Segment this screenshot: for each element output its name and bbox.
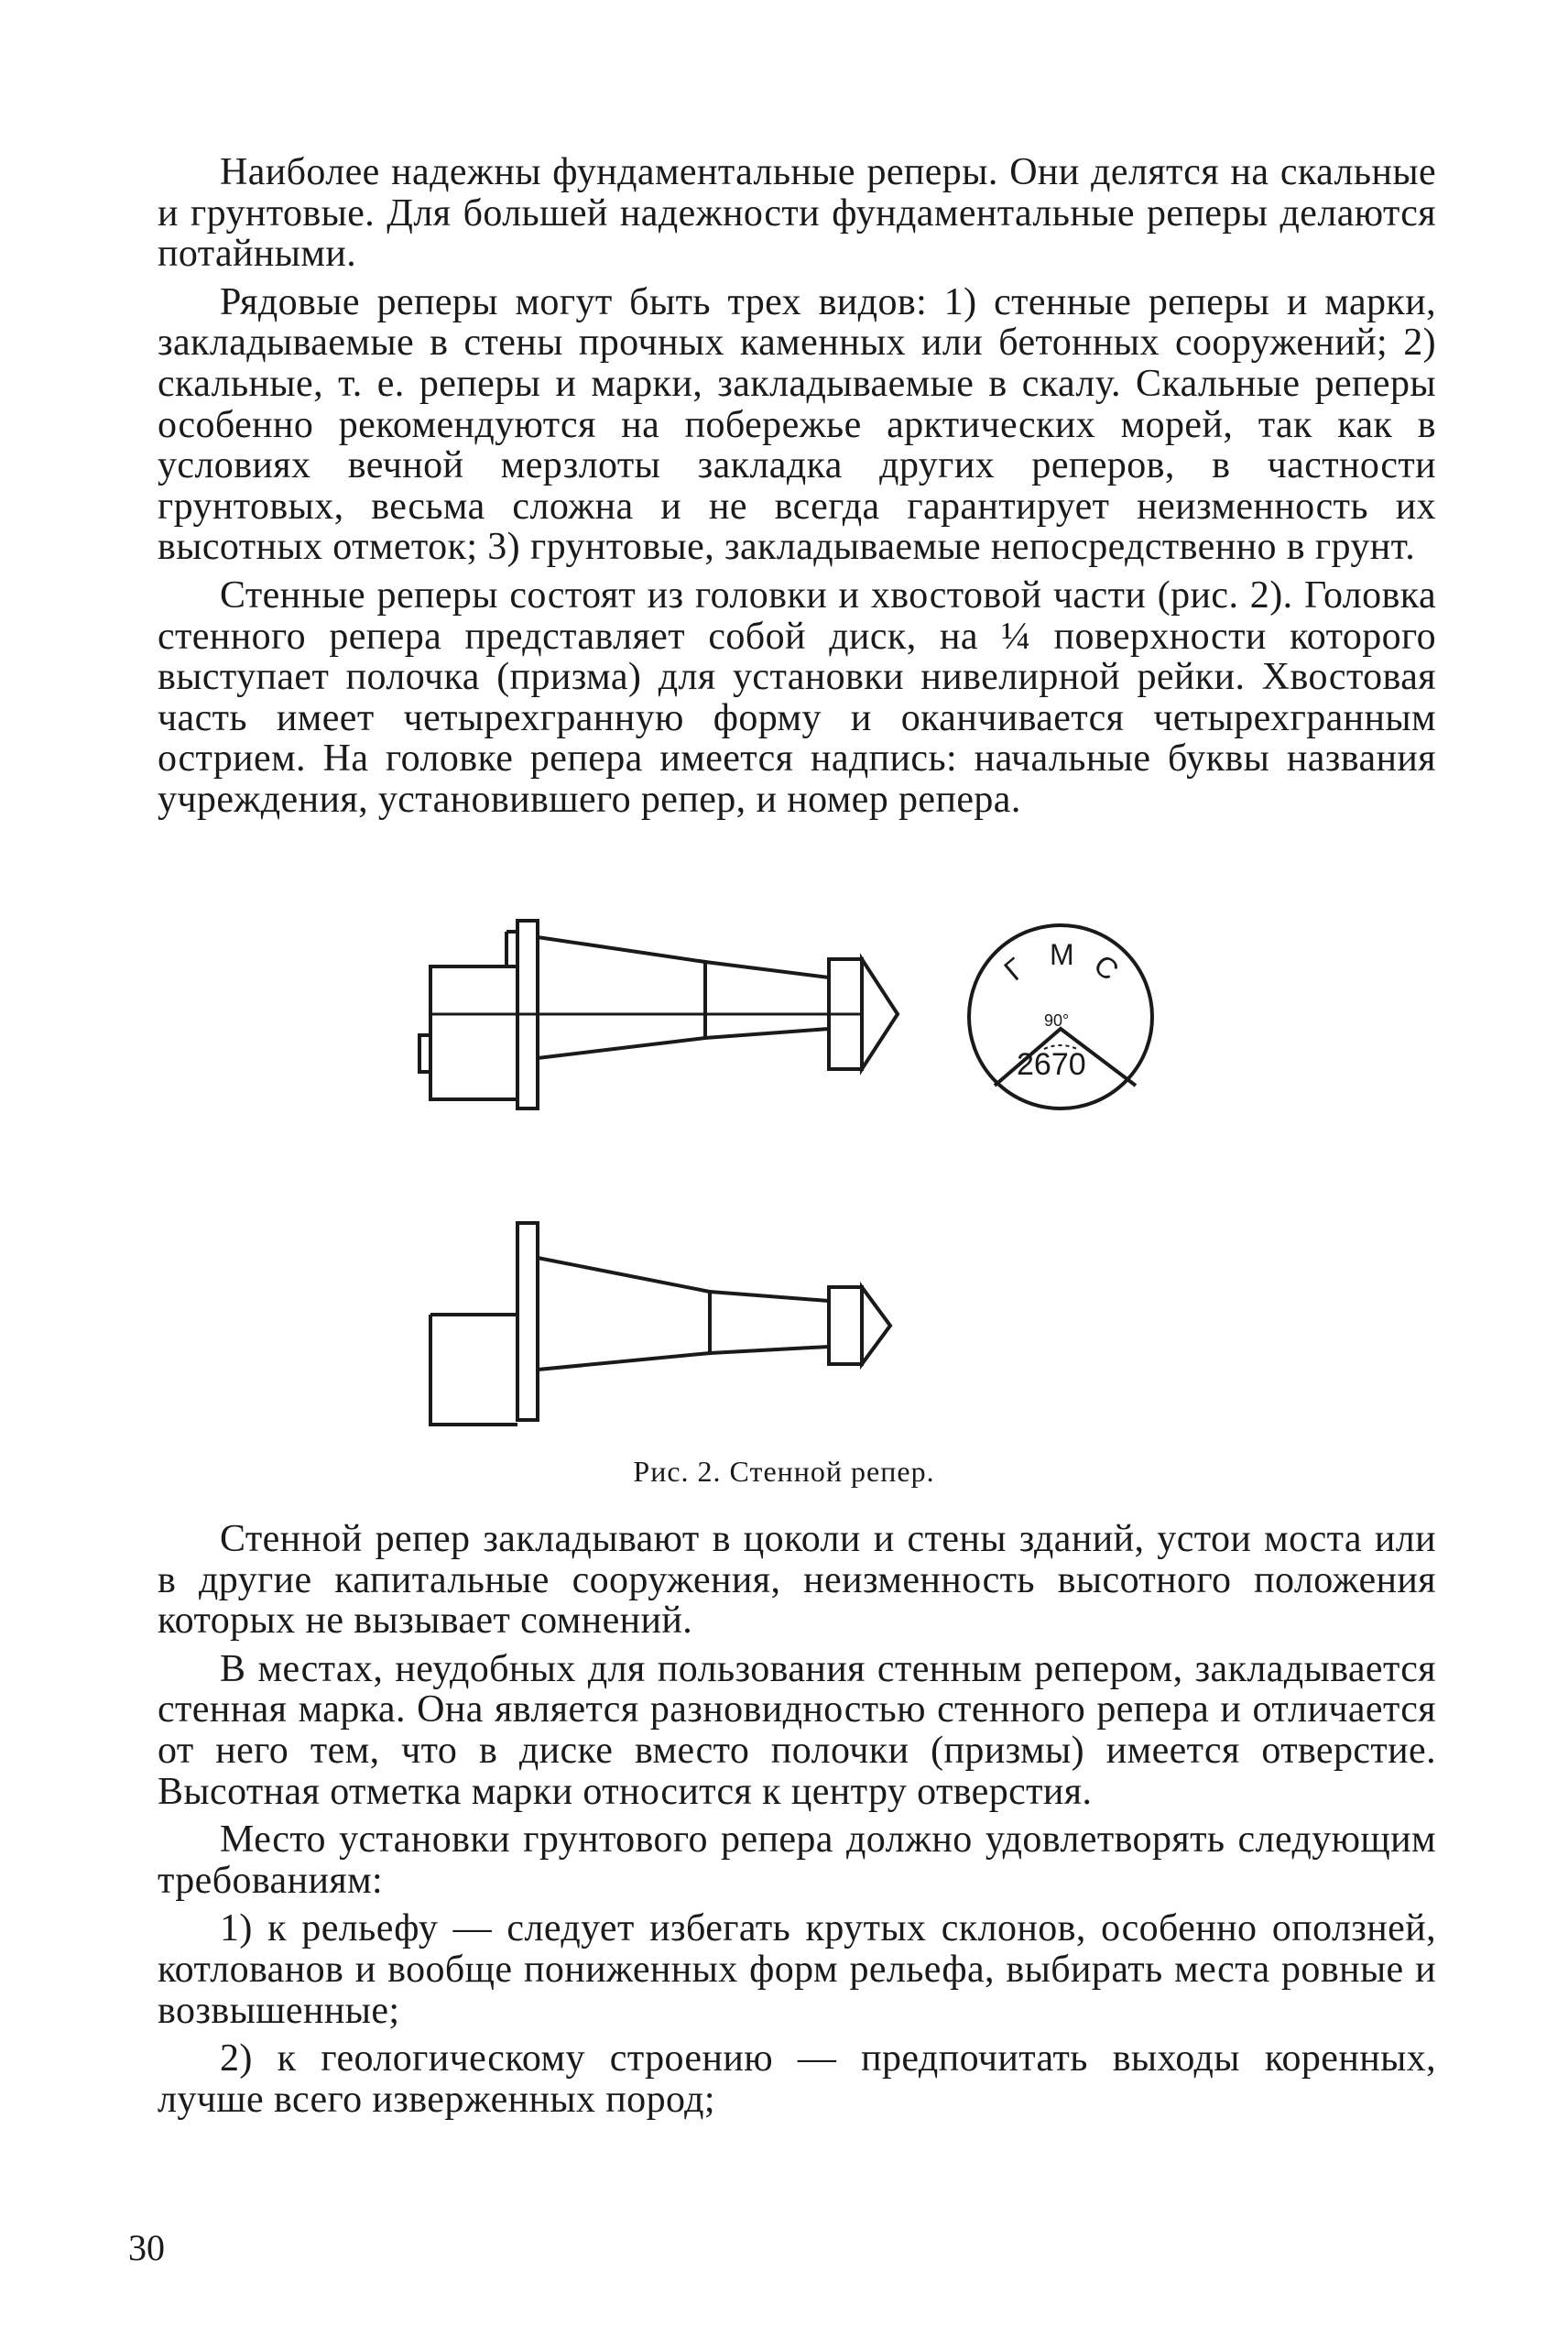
tail-point bbox=[862, 959, 898, 1069]
tail-point bbox=[862, 1287, 890, 1364]
tail-section-2 bbox=[710, 1292, 829, 1353]
tail-section-2 bbox=[705, 962, 829, 1038]
figure-caption: Рис. 2. Стенной репер. bbox=[633, 1455, 935, 1488]
benchmark-side-view-lower bbox=[430, 1223, 890, 1425]
paragraph: Стенные реперы состоят из головки и хвостовой части (рис. 2). Головка стенного репера представляет собой диск, на ¼ поверхности которого выступает полочка (призма) для установки нивелирной рейки. Хвостовая часть имеет четырехгранную форму и оканчивается четырехгранным острием. На головке репера имеется надпись: начальные буквы названия учреждения, установившего репер, и номер репера. bbox=[158, 573, 1436, 821]
tail-tip-base bbox=[829, 1287, 862, 1364]
paragraph: 2) к геологическому строению — предпочитать выходы коренных, лучше всего изверженных пород; bbox=[158, 2037, 1436, 2121]
disc-letter-mid: М bbox=[1050, 938, 1074, 971]
page-number: 30 bbox=[128, 2227, 165, 2268]
disc-letter-left: Г bbox=[997, 951, 1031, 988]
figure-wall-benchmark bbox=[403, 912, 1227, 1461]
paragraph: Стенной репер закладывают в цоколи и стены зданий, устои моста или в другие капитальные сооружения, неизменность высотного положения которых не вызывает сомнений. bbox=[158, 1518, 1436, 1643]
paragraph: Место установки грунтового репера должно удовлетворять следующим требованиям: bbox=[158, 1818, 1436, 1902]
benchmark-side-view-upper bbox=[419, 921, 898, 1108]
disc-angle-label: 90° bbox=[1044, 1011, 1070, 1030]
wall-lip bbox=[419, 1035, 430, 1072]
disc-letter-right: С bbox=[1087, 947, 1126, 988]
text-block-bottom bbox=[158, 1519, 1436, 2120]
paragraph: В местах, неудобных для пользования стенным репером, закладывается стенная марка. Она является разновидностью стенного репера и отличается от него тем, что в диске вместо полочки (призмы) имеется отверстие. Высотная отметка марки относится к центру отверстия. bbox=[158, 1647, 1436, 1813]
wall-outline bbox=[430, 1315, 517, 1425]
paragraph: 1) к рельефу — следует избегать крутых склонов, особенно оползней, котлованов и вообще пониженных форм рельефа, выбирать места ровные и возвышенные; bbox=[158, 1907, 1436, 2032]
figure-drawing bbox=[403, 912, 1227, 1461]
tail-section-1 bbox=[538, 1258, 710, 1370]
disc-number: 2670 bbox=[1017, 1047, 1086, 1082]
tail-section-1 bbox=[538, 937, 705, 1058]
paragraph: Рядовые реперы могут быть трех видов: 1) стенные реперы и марки, закладываемые в стены прочных каменных или бетонных сооружений; 2) скальные, т. е. реперы и марки, закладываемые в скалу. Скальные реперы особенно рекомендуются на побережье арктических морей, так как в условиях вечной мерзлоты закладка других реперов, в частности грунтовых, весьма сложна и не всегда гарантирует неизменность их высотных отметок; 3) грунтовые, закладываемые непосредственно в грунт. bbox=[158, 280, 1436, 569]
paragraph: Наиболее надежны фундаментальные реперы. Они делятся на скальные и грунтовые. Для большей надежности фундаментальные реперы делаются потайными. bbox=[158, 151, 1436, 276]
text-block-top bbox=[158, 152, 1436, 821]
head-disc bbox=[517, 1223, 538, 1420]
wall-block bbox=[430, 966, 517, 1099]
